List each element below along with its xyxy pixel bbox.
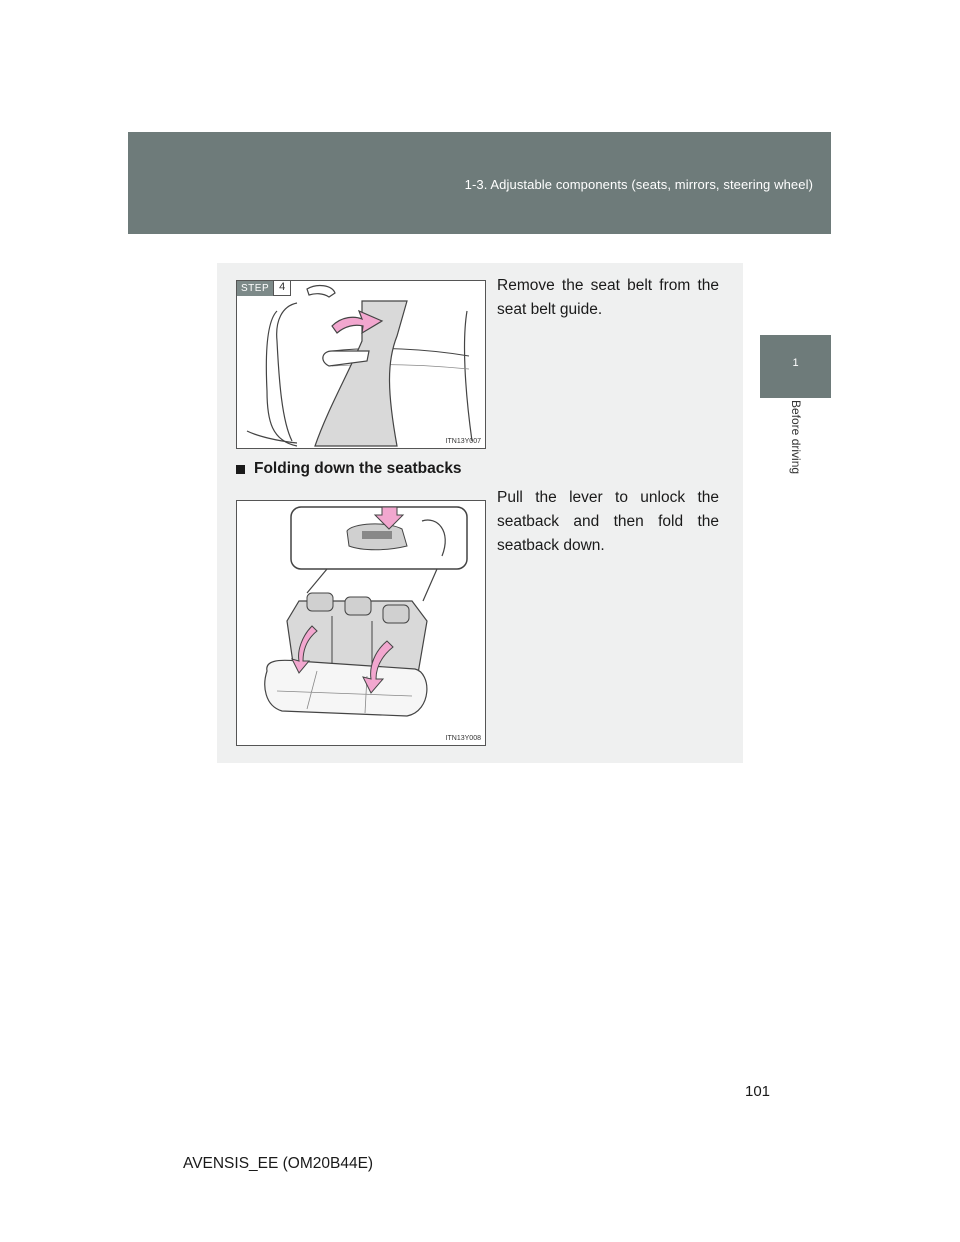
seat-belt-illustration xyxy=(237,281,485,448)
page-header xyxy=(128,132,831,234)
fold-instruction: Pull the lever to unlock the seatback and then fold the seatback down. xyxy=(497,489,719,554)
section-heading-text: Folding down the seatbacks xyxy=(254,460,462,477)
square-bullet-icon xyxy=(236,465,245,474)
page-number: 101 xyxy=(745,1083,771,1100)
figure-code: ITN13Y008 xyxy=(445,735,481,742)
step-badge xyxy=(237,281,291,296)
chapter-label xyxy=(788,400,804,500)
seat-belt-guide-figure xyxy=(236,280,486,449)
fold-seatback-figure xyxy=(236,500,486,746)
step-word: STEP xyxy=(237,281,273,296)
section-heading xyxy=(236,460,462,478)
step-number: 4 xyxy=(273,281,291,296)
step4-instruction: Remove the seat belt from the seat belt guide. xyxy=(497,277,719,318)
header-title: 1-3. Adjustable components (seats, mirrors, steering wheel) xyxy=(464,177,813,192)
figure-code: ITN13Y007 xyxy=(445,438,481,445)
chapter-number: 1 xyxy=(792,357,799,369)
chapter-tab xyxy=(760,335,831,398)
rear-seat-illustration xyxy=(237,501,485,745)
chapter-label-text: Before driving xyxy=(789,400,803,475)
document-code: AVENSIS_EE (OM20B44E) xyxy=(183,1155,374,1172)
